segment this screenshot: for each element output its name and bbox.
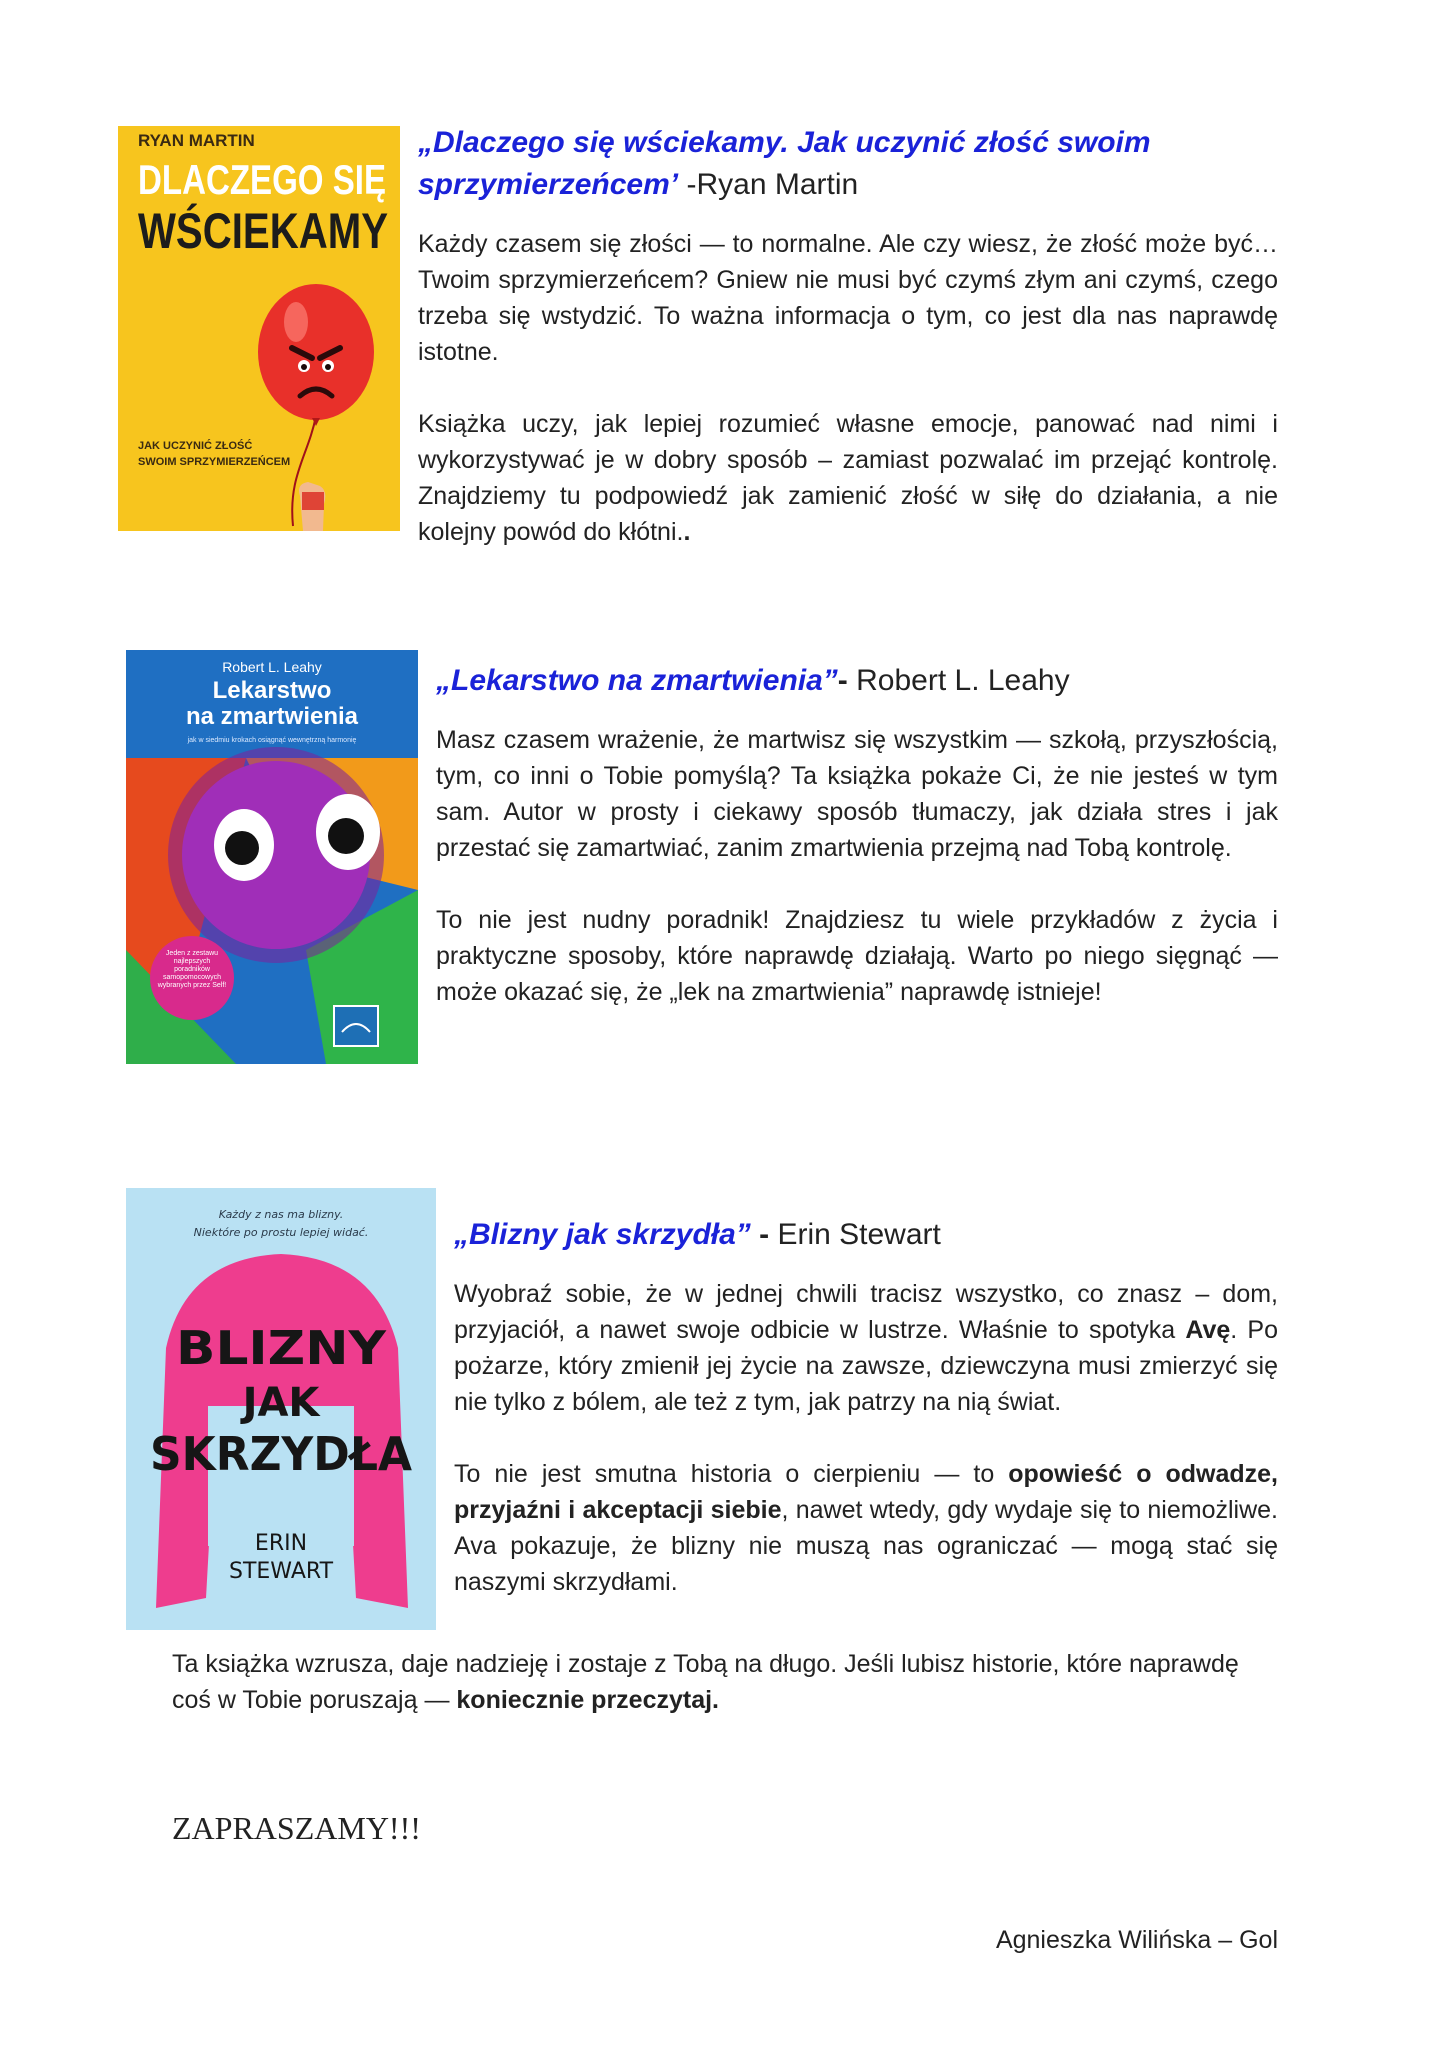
description-text: Wyobraź sobie, że w jednej chwili tracisz wszystko, co znasz – dom, przyjaciół, a nawet swoje odbicie w lustrze. Właśnie to spotyka <box>454 1280 1278 1344</box>
cover-subtitle-line1: JAK UCZYNIĆ ZŁOŚĆ <box>138 440 253 452</box>
cover-title-line1: DLACZEGO SIĘ <box>138 156 386 203</box>
book-title-text: „Dlaczego się wściekamy. Jak uczynić złość swoim sprzymierzeńcem’ <box>418 126 1151 201</box>
book-title-3 <box>454 1214 1278 1256</box>
title-separator: - <box>750 1218 778 1251</box>
monster-illustration <box>126 650 418 1064</box>
book-author: Erin Stewart <box>777 1218 941 1251</box>
cover-title-line2: JAK <box>242 1380 320 1426</box>
book-section-2 <box>436 660 1278 1046</box>
title-separator: - <box>837 664 857 697</box>
description-end: . <box>683 518 691 546</box>
description-text: To nie jest smutna historia o cierpieniu — to <box>454 1460 1009 1488</box>
book-cover-1 <box>118 126 400 531</box>
description-bold: Avę <box>1185 1316 1231 1344</box>
cover-author: RYAN MARTIN <box>138 131 255 150</box>
description-text: Książka uczy, jak lepiej rozumieć własne emocje, panować nad nimi i wykorzystywać je w dobry sposób – zamiast pozwalać im przejąć kontrolę. Znajdziemy tu podpowiedź jak zamienić złość w siłę do działania, a nie kolejny powód do kłótni. <box>418 410 1278 546</box>
pupil-left <box>301 364 307 370</box>
book-title-text: „Lekarstwo na zmartwienia” <box>436 664 838 697</box>
book-description-1b <box>418 406 1278 550</box>
book-description-1a: Każdy czasem się złości — to normalne. Ale czy wiesz, że złość może być… Twoim sprzymierzeńcem? Gniew nie musi być czymś złym ani czymś, czego trzeba się wstydzić. To ważna informacja o tym, co jest dla nas naprawdę istotne. <box>418 230 1278 366</box>
cover-title-line3: SKRZYDŁA <box>150 1427 413 1481</box>
signature: Agnieszka Wilińska – Gol <box>995 1926 1278 1954</box>
balloon-illustration <box>118 126 400 531</box>
invite-heading: ZAPRASZAMY!!! <box>172 1810 421 1846</box>
book-cover-2 <box>126 650 418 1064</box>
cover-tagline-1: Każdy z nas ma blizny. <box>218 1208 344 1221</box>
book-author: Ryan Martin <box>696 168 859 201</box>
book-title-2 <box>436 660 1278 702</box>
cover-title-line2: WŚCIEKAMY <box>138 203 388 259</box>
title-separator: - <box>678 168 697 201</box>
description-text-end: , nawet wtedy, gdy wydaje się to niemożliwe. Ava pokazuje, że blizny nie muszą nas ograniczać — mogą stać się naszymi skrzydłami. <box>454 1496 1278 1596</box>
book-section-3 <box>454 1214 1278 1636</box>
description-bold: opowieść o odwadze, przyjaźni i akceptacji siebie <box>454 1460 1279 1524</box>
closing-bold: koniecznie przeczytaj. <box>456 1686 720 1714</box>
cover-title-line1: Lekarstwo <box>212 677 332 704</box>
cover-title-line1: BLIZNY <box>176 1321 387 1375</box>
monster-pupil-right <box>328 818 364 854</box>
book-description-2a: Masz czasem wrażenie, że martwisz się wszystkim — szkołą, przyszłością, tym, co inni o Tobie pomyślą? Ta książka pokaże Ci, że nie jesteś w tym sam. Autor w prosty i ciekawy sposób tłumaczy, jak działa stres i jak przestać się zamartwiać, zanim zmartwienia przejmą nad Tobą kontrolę. <box>436 726 1278 862</box>
cover-subtitle: jak w siedmiu krokach osiągnąć wewnętrzną harmonię <box>187 737 357 744</box>
sleeve <box>302 492 324 510</box>
balloon-highlight <box>284 302 308 342</box>
book-description-3a <box>454 1276 1278 1420</box>
cover-subtitle-line2: SWOIM SPRZYMIERZEŃCEM <box>138 456 291 468</box>
cover-author-line2: STEWART <box>228 1559 334 1584</box>
cover-author-line1: ERIN <box>254 1531 308 1556</box>
cover-author: Robert L. Leahy <box>222 659 322 675</box>
closing-text: Ta książka wzrusza, daje nadzieję i zostaje z Tobą na długo. Jeśli lubisz historie, które naprawdę coś w Tobie poruszają — <box>172 1650 1239 1714</box>
book-description-3b <box>454 1456 1278 1600</box>
monster-pupil-left <box>225 831 259 865</box>
balloon <box>258 284 374 420</box>
description-text-end: . Po pożarze, który zmienił jej życie na zawsze, dziewczyna musi zmierzyć się nie tylko z bólem, ale też z tym, jak patrzy na nią świat. <box>454 1316 1278 1416</box>
book-cover-3 <box>126 1188 436 1630</box>
cover-title-line2: na zmartwienia <box>185 703 359 730</box>
book-description-2b: To nie jest nudny poradnik! Znajdziesz tu wiele przykładów z życia i praktyczne sposoby, które naprawdę działają. Warto po niego sięgnąć — może okazać się, że „lek na zmartwienia” naprawdę istnieje! <box>436 906 1278 1006</box>
book-title-1 <box>418 122 1278 206</box>
pupil-right <box>325 364 331 370</box>
badge-text: Jeden z zestawu najlepszych poradników samopomocowych wybranych przez Self! <box>157 950 227 989</box>
hair-illustration <box>126 1188 436 1630</box>
publisher-logo-icon <box>334 1006 378 1046</box>
closing-paragraph <box>172 1646 1278 1718</box>
cover-tagline-2: Niektóre po prostu lepiej widać. <box>193 1226 369 1239</box>
book-section-1 <box>418 122 1278 586</box>
book-author: Robert L. Leahy <box>856 664 1070 697</box>
book-title-text: „Blizny jak skrzydła” <box>454 1218 751 1251</box>
